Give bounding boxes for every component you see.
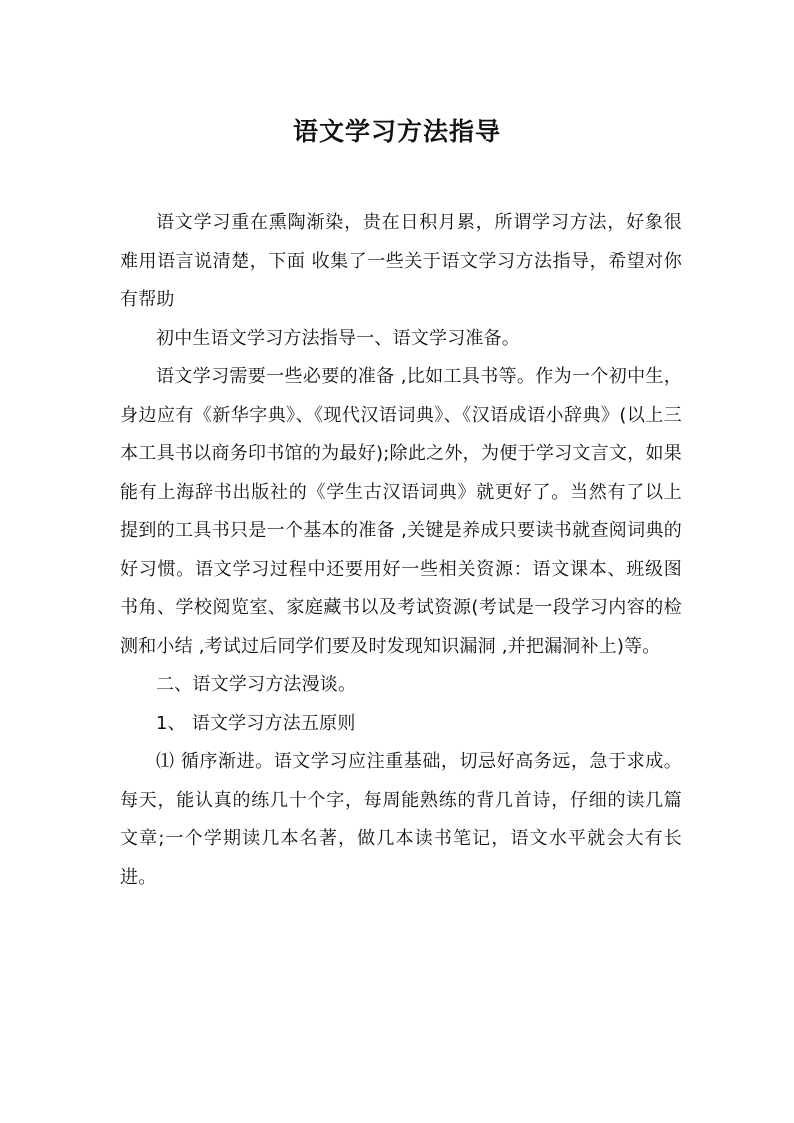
paragraph-heading-2: 二、语文学习方法漫谈。 bbox=[156, 674, 357, 695]
document-title: 语文学习方法指导 bbox=[292, 117, 501, 146]
paragraph-intro: 语文学习重在熏陶渐染，贵在日积月累，所谓学习方法，好象很难用语言说清楚，下面 收集了一些关于语文学习方法指导，希望对你有帮助 bbox=[120, 212, 682, 310]
paragraph-subheading-1: 1、 语文学习方法五原则 bbox=[156, 712, 356, 734]
paragraph-preparation: 语文学习需要一些必要的准备 ,比如工具书等。作为一个初中生，身边应有《新华字典》、《现代汉语词典》、《汉语成语小辞典》(以上三本工具书以商务印书馆的为最好);除此之外，为便于学习文言文，如果能有上海辞书出版社的《学生古汉语词典》就更好了。当然有了以上提到的工具书只是一个基本的准备 ,关键是养成只要读书就查阅词典的好习惯。语文学习过程中还要用好一些相关资源：语文课本、班级图书角、学校阅览室、家庭藏书以及考试资源(考试是一段学习内容的检测和小结 ,考试过后同学们要及时发现知识漏洞 ,并把漏洞补上)等。 bbox=[120, 366, 682, 657]
paragraph-heading-1: 初中生语文学习方法指导一、语文学习准备。 bbox=[156, 327, 520, 349]
paragraph-principle-1: ⑴ 循序渐进。语文学习应注重基础，切忌好高务远，急于求成。每天，能认真的练几十个字，每周能熟练的背几首诗，仔细的读几篇文章;一个学期读几本名著，做几本读书笔记，语文水平就会大有长进。 bbox=[120, 751, 682, 888]
document-body bbox=[120, 204, 682, 897]
